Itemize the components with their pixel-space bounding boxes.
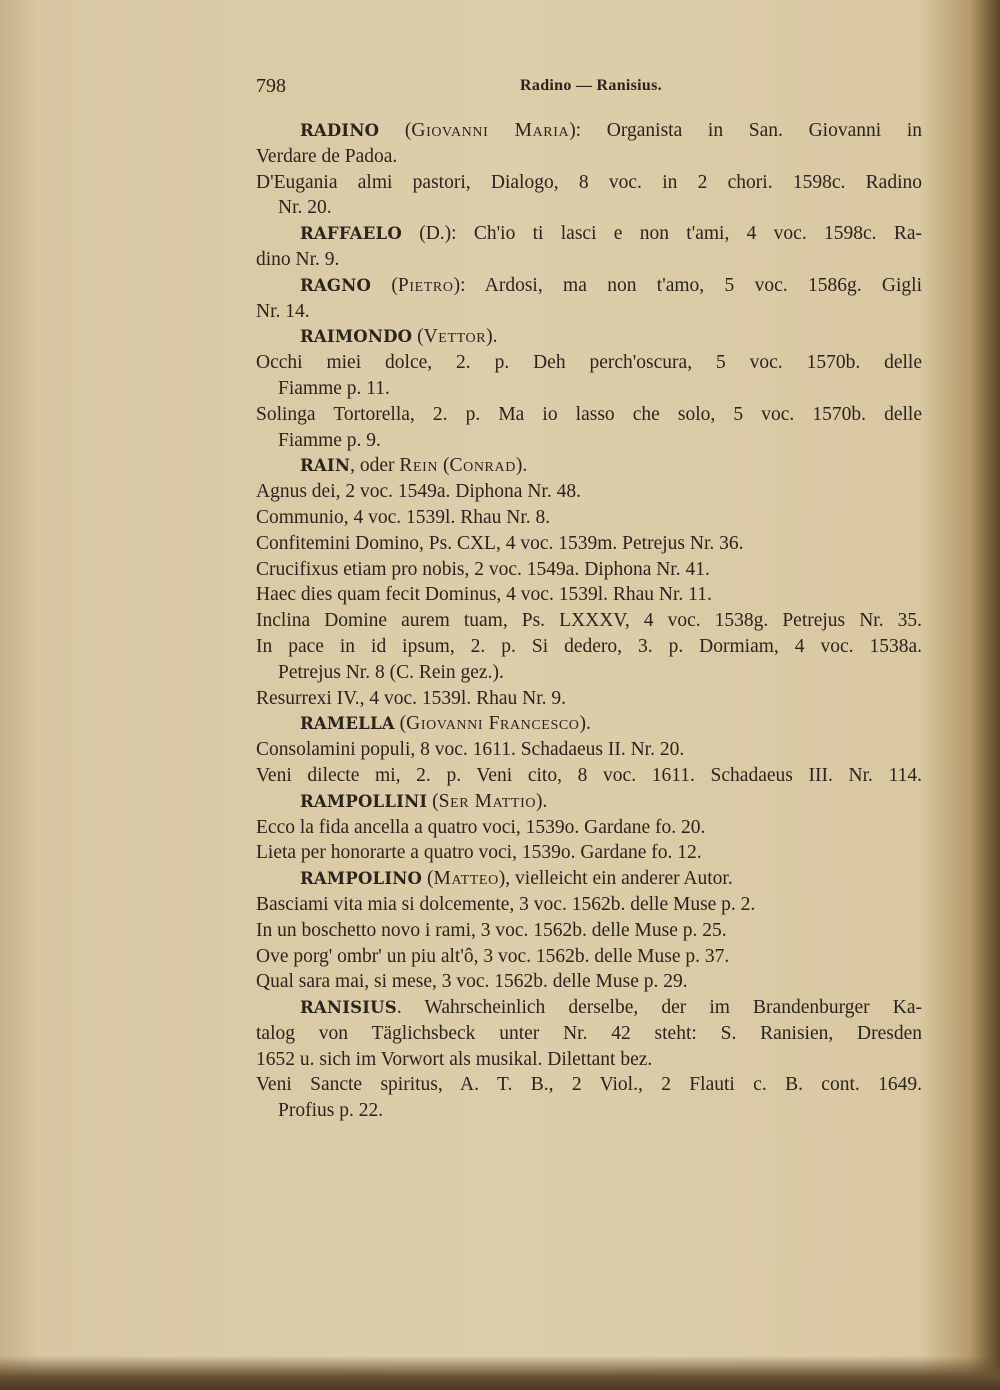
text-segment: 1652 u. sich im Vorwort als musikal. Dilettant bez. <box>256 1048 653 1070</box>
text-segment: Lieta per honorarte a quatro voci, 1539o. Gardane fo. 12. <box>256 842 702 864</box>
composer-forename: Giovanni Maria <box>411 120 570 141</box>
text-segment: , oder <box>350 455 400 477</box>
text-segment: Communio, 4 voc. 1539l. Rhau Nr. 8. <box>256 506 551 528</box>
composer-name: RAMELLA <box>300 714 395 734</box>
text-line <box>256 866 922 892</box>
text-segment: Resurrexi IV., 4 voc. 1539l. Rhau Nr. 9. <box>256 687 566 709</box>
text-line <box>256 324 922 350</box>
text-segment: ( <box>412 326 424 348</box>
text-segment: Verdare de Padoa. <box>256 145 398 167</box>
composer-forename: Pietro <box>397 274 454 296</box>
text-segment: ( <box>422 868 434 890</box>
text-segment: Qual sara mai, si mese, 3 voc. 1562b. delle Muse p. 29. <box>256 971 688 993</box>
text-segment: dino Nr. 9. <box>256 248 340 270</box>
text-segment: Confitemini Domino, Ps. CXL, 4 voc. 1539m. Petrejus Nr. 36. <box>256 532 744 554</box>
text-line <box>256 170 922 196</box>
text-segment: Profius p. 22. <box>278 1100 384 1122</box>
text-segment: ( <box>438 455 450 477</box>
composer-name: RAIMONDO <box>300 327 413 347</box>
composer-forename: Vettor <box>423 326 487 348</box>
text-line <box>256 1021 922 1047</box>
text-segment: Agnus dei, 2 voc. 1549a. Diphona Nr. 48. <box>256 481 581 503</box>
text-segment: ), vielleicht ein anderer Autor. <box>498 868 733 890</box>
composer-forename: Ser Mattio <box>438 790 537 812</box>
text-line <box>256 247 922 273</box>
text-segment: ( <box>379 120 412 141</box>
text-line <box>256 918 922 944</box>
text-line <box>256 350 922 376</box>
text-line <box>256 815 922 841</box>
text-line <box>256 376 922 402</box>
text-line <box>256 763 922 789</box>
page-header <box>256 75 926 99</box>
text-segment: (D.): Ch'io ti lasci e non t'ami, 4 voc. 1598c. Ra- <box>401 223 922 245</box>
text-line <box>256 273 922 299</box>
text-segment: Veni dilecte mi, 2. p. Veni cito, 8 voc. 1611. Schadaeus III. Nr. 114. <box>256 764 922 786</box>
composer-name: RAGNO <box>300 275 372 295</box>
text-segment: Ove porg' ombr' un piu alt'ô, 3 voc. 1562b. delle Muse p. 37. <box>256 945 730 967</box>
text-line <box>256 144 922 170</box>
page-number: 798 <box>256 75 286 97</box>
text-segment: Crucifixus etiam pro nobis, 2 voc. 1549a. Diphona Nr. 41. <box>256 558 710 580</box>
text-segment: Occhi miei dolce, 2. p. Deh perch'oscura, 5 voc. 1570b. delle <box>256 352 922 374</box>
composer-name: RADINO <box>300 121 380 140</box>
text-segment: Inclina Domine aurem tuam, Ps. LXXXV, 4 voc. 1538g. Petrejus Nr. 35. <box>256 610 922 632</box>
text-segment: ( <box>427 790 439 812</box>
text-line <box>256 634 922 660</box>
composer-alt-name: Rein <box>399 455 439 477</box>
composer-forename: Matteo <box>433 868 499 890</box>
composer-forename: Giovanni Francesco <box>406 713 580 735</box>
text-line <box>256 1072 922 1098</box>
catalog-entries <box>256 118 922 1124</box>
text-segment: ). <box>515 455 528 477</box>
text-line <box>256 711 922 737</box>
text-line <box>256 660 922 686</box>
composer-name: RAMPOLLINI <box>300 791 428 811</box>
text-segment: Petrejus Nr. 8 (C. Rein gez.). <box>278 661 504 683</box>
composer-name: RAFFAELO <box>300 224 402 244</box>
text-segment: talog von Täglichsbeck unter Nr. 42 steht: S. Ranisien, Dresden <box>256 1022 922 1044</box>
running-head: Radino — Ranisius. <box>520 77 662 94</box>
text-segment: Fiamme p. 11. <box>278 377 390 399</box>
text-line <box>256 969 922 995</box>
text-line <box>256 428 922 454</box>
text-line <box>256 892 922 918</box>
text-segment: ). <box>579 713 591 735</box>
text-line <box>256 944 922 970</box>
text-line <box>256 1098 922 1124</box>
text-line <box>256 195 922 221</box>
text-line <box>256 221 922 247</box>
composer-name: RANISIUS <box>300 998 397 1018</box>
text-segment: Veni Sancte spiritus, A. T. B., 2 Viol., 2 Flauti c. B. cont. 1649. <box>256 1074 922 1096</box>
composer-forename: Conrad <box>449 455 516 477</box>
text-segment: ( <box>394 713 407 735</box>
composer-name: RAIN <box>300 456 351 476</box>
text-line <box>256 840 922 866</box>
text-line <box>256 582 922 608</box>
text-line <box>256 299 922 325</box>
text-segment: ). <box>536 790 548 812</box>
text-segment: ): Ardosi, ma non t'amo, 5 voc. 1586g. Gigli <box>453 274 922 296</box>
text-line <box>256 789 922 815</box>
text-line <box>256 1047 922 1073</box>
text-line <box>256 737 922 763</box>
text-segment: Nr. 20. <box>278 197 332 219</box>
text-line <box>256 118 922 144</box>
text-segment: Consolamini populi, 8 voc. 1611. Schadaeus II. Nr. 20. <box>256 739 685 761</box>
text-segment: Haec dies quam fecit Dominus, 4 voc. 1539l. Rhau Nr. 11. <box>256 584 712 606</box>
text-segment: ). <box>486 326 498 348</box>
text-line <box>256 531 922 557</box>
text-segment: Basciami vita mia si dolcemente, 3 voc. 1562b. delle Muse p. 2. <box>256 893 756 915</box>
text-segment: In un boschetto novo i rami, 3 voc. 1562b. delle Muse p. 25. <box>256 919 727 941</box>
text-line <box>256 608 922 634</box>
text-segment: ( <box>371 274 398 296</box>
text-segment: ): Organista in San. Giovanni in <box>569 120 922 141</box>
text-line <box>256 686 922 712</box>
text-line <box>256 995 922 1021</box>
text-line <box>256 453 922 479</box>
text-line <box>256 402 922 428</box>
text-segment: Solinga Tortorella, 2. p. Ma io lasso che solo, 5 voc. 1570b. delle <box>256 403 922 425</box>
text-segment: In pace in id ipsum, 2. p. Si dedero, 3. p. Dormiam, 4 voc. 1538a. <box>256 635 922 657</box>
text-segment: D'Eugania almi pastori, Dialogo, 8 voc. in 2 chori. 1598c. Radino <box>256 171 922 193</box>
text-line <box>256 505 922 531</box>
text-line <box>256 479 922 505</box>
composer-name: RAMPOLINO <box>300 869 423 889</box>
text-line <box>256 557 922 583</box>
text-segment: Ecco la fida ancella a quatro voci, 1539o. Gardane fo. 20. <box>256 816 706 838</box>
text-segment: . Wahrscheinlich derselbe, der im Brandenburger Ka- <box>396 997 922 1019</box>
text-segment: Nr. 14. <box>256 300 310 322</box>
text-segment: Fiamme p. 9. <box>278 429 381 451</box>
